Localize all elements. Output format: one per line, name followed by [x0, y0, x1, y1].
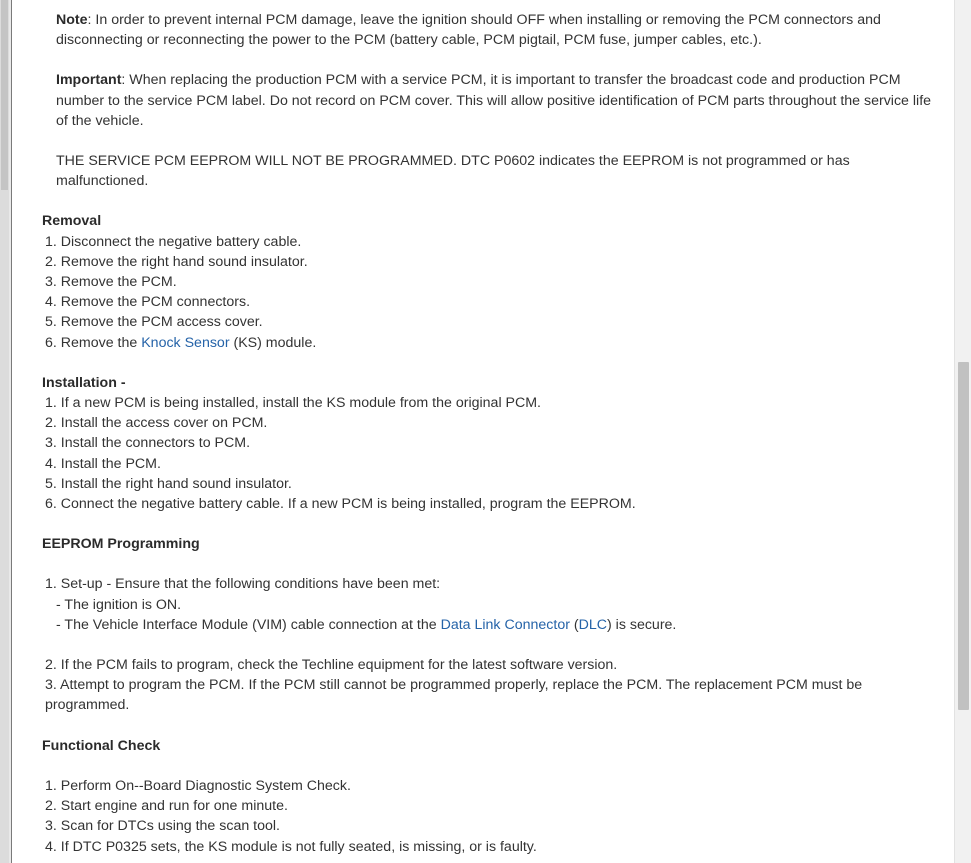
important-paragraph — [42, 70, 942, 131]
list-item: 4. Remove the PCM connectors. — [45, 294, 251, 311]
important-text: : When replacing the production PCM with a service PCM, it is important to transfer the broadcast code and production PCM number to the service PCM label. Do not record on PCM cover. This will allow positive identification of PCM parts throughout the service life of the vehicle. — [56, 72, 932, 129]
list-subitem — [42, 615, 942, 635]
list-item: 3. Install the connectors to PCM. — [45, 435, 251, 452]
important-label: Important — [56, 72, 122, 89]
outer-scrollbar[interactable] — [0, 0, 9, 863]
functional-check-heading: Functional Check — [42, 737, 161, 754]
list-item: 1. If a new PCM is being installed, install the KS module from the original PCM. — [45, 395, 542, 412]
list-item: 1. Perform On--Board Diagnostic System Check. — [45, 777, 351, 794]
data-link-connector-link[interactable]: Data Link Connector — [440, 616, 570, 633]
list-item: 2. If the PCM fails to program, check the Techline equipment for the latest software version. — [45, 657, 618, 674]
knock-sensor-link[interactable]: Knock Sensor — [141, 334, 230, 351]
sub2-prefix: - The Vehicle Interface Module (VIM) cable connection at the — [56, 616, 441, 633]
dlc-link[interactable]: DLC — [578, 616, 607, 633]
note-paragraph — [42, 10, 942, 50]
list-item: 2. Start engine and run for one minute. — [45, 798, 288, 815]
list-item: 3. Attempt to program the PCM. If the PCM still cannot be programmed properly, replace the PCM. The replacement PCM must be programmed. — [45, 677, 863, 714]
list-item: 1. Set-up - Ensure that the following conditions have been met: — [45, 576, 441, 593]
document-panel — [11, 0, 954, 863]
list-item: 5. Remove the PCM access cover. — [45, 314, 263, 331]
list-item: 2. Remove the right hand sound insulator. — [45, 253, 308, 270]
removal-heading: Removal — [42, 213, 102, 230]
sub2-mid: ( — [569, 616, 579, 633]
outer-scrollbar-thumb[interactable] — [1, 0, 8, 190]
vertical-scrollbar[interactable] — [954, 0, 971, 863]
document-content — [42, 10, 942, 857]
list-item: 6. Connect the negative battery cable. If a new PCM is being installed, program the EEPROM. — [45, 496, 636, 513]
list-item: 3. Scan for DTCs using the scan tool. — [45, 818, 280, 835]
list-item: 1. Disconnect the negative battery cable. — [45, 233, 302, 250]
note-label: Note — [56, 12, 88, 28]
eeprom-programming-heading: EEPROM Programming — [42, 536, 200, 553]
list-item: 4. If DTC P0325 sets, the KS module is not fully seated, is missing, or is faulty. — [45, 838, 537, 855]
removal-step6-prefix: 6. Remove the — [45, 334, 142, 351]
note-text: : In order to prevent internal PCM damage, leave the ignition should OFF when installing or removing the PCM connectors and disconnecting or reconnecting the power to the PCM (battery cable, PCM pigtail, PCM fuse, jumper cables, etc.). — [56, 12, 881, 49]
scrollbar-thumb[interactable] — [958, 362, 969, 710]
list-item: 5. Install the right hand sound insulator. — [45, 475, 292, 492]
removal-step6-suffix: (KS) module. — [229, 334, 317, 351]
list-item — [42, 333, 942, 353]
list-subitem: - The ignition is ON. — [56, 596, 182, 613]
list-item: 3. Remove the PCM. — [45, 274, 177, 291]
list-item: 4. Install the PCM. — [45, 455, 161, 472]
list-item: 2. Install the access cover on PCM. — [45, 415, 268, 432]
sub2-suffix: ) is secure. — [607, 616, 677, 633]
eeprom-warning: THE SERVICE PCM EEPROM WILL NOT BE PROGRAMMED. DTC P0602 indicates the EEPROM is not programmed or has malfunctioned. — [56, 153, 850, 190]
installation-heading: Installation - — [42, 374, 126, 391]
